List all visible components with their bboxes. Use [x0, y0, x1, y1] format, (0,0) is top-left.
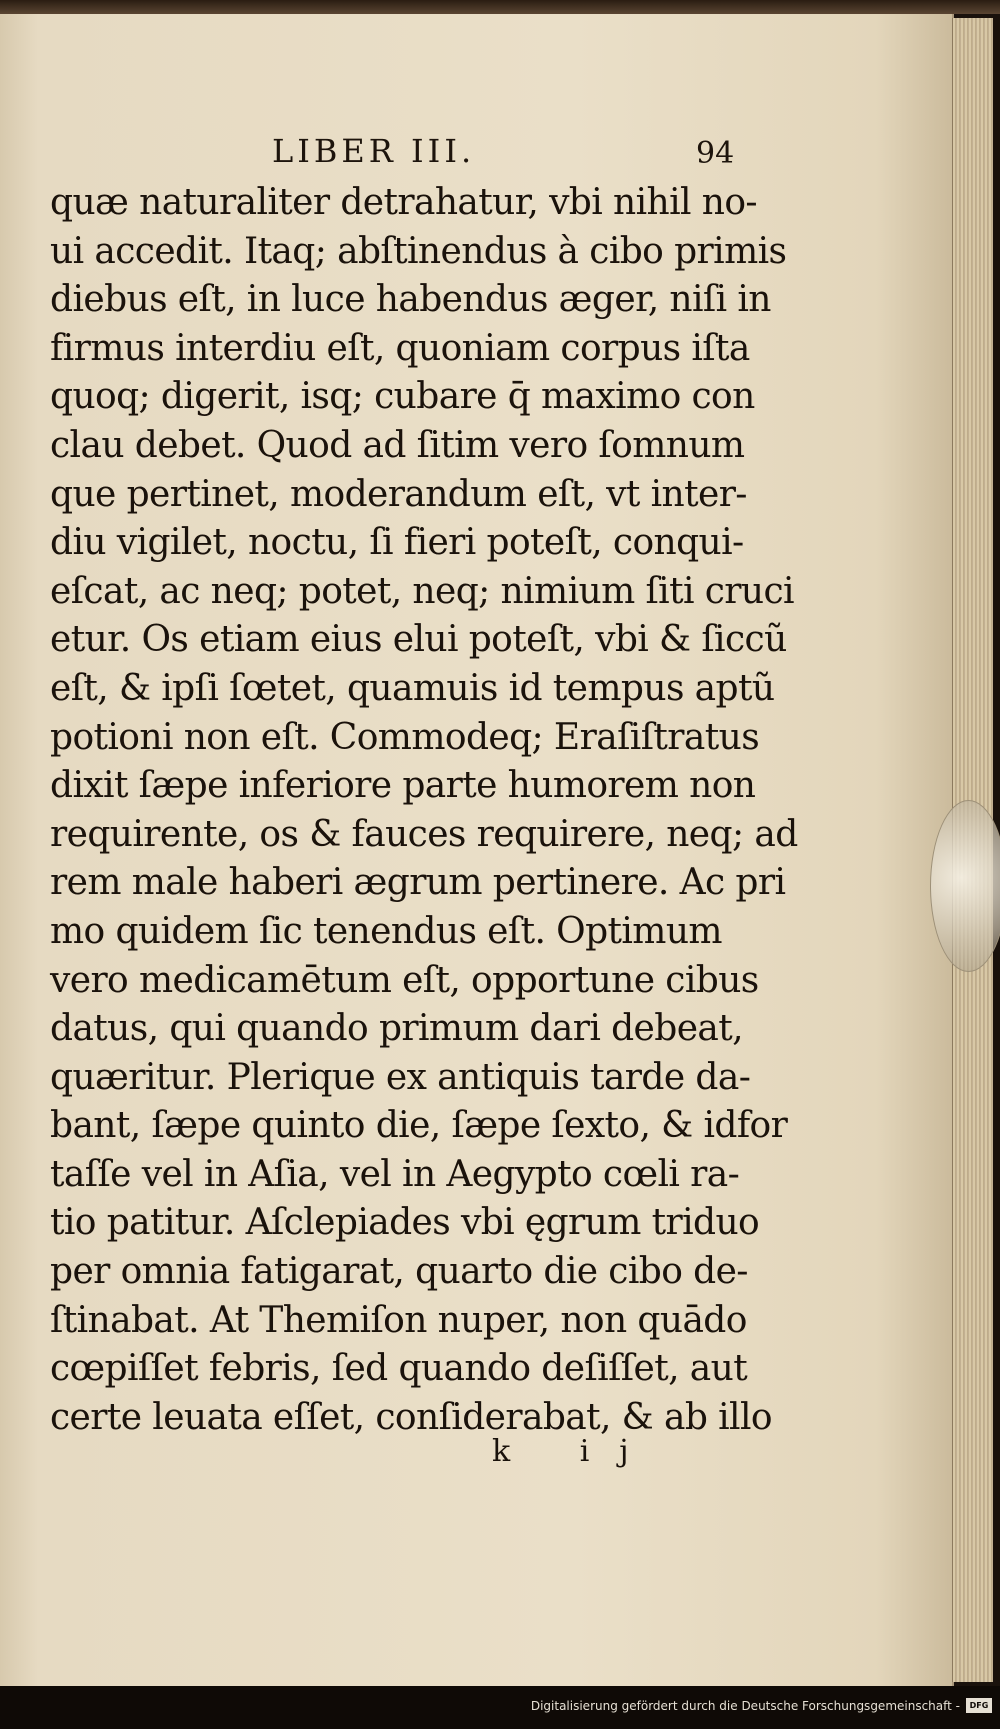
text-line: firmus interdiu eſt, quoniam corpus iſta	[50, 327, 750, 369]
text-line: ſtinabat. At Themiſon nuper, non quādo	[50, 1299, 747, 1341]
text-line: dixit ſæpe inferiore parte humorem non	[50, 765, 756, 807]
text-line: datus, qui quando primum dari debeat,	[50, 1008, 743, 1050]
book-clip	[930, 800, 1000, 972]
text-line: cœpiſſet febris, ſed quando deſiſſet, aut	[50, 1348, 748, 1390]
text-line: quæ naturaliter detrahatur, vbi nihil no-	[50, 182, 757, 223]
text-line: per omnia fatigarat, quarto die cibo de-	[50, 1251, 748, 1293]
text-line: que pertinet, moderandum eſt, vt inter-	[50, 473, 747, 515]
text-line: requirente, os & fauces requirere, neq; ad	[50, 813, 798, 855]
book-page	[0, 14, 954, 1686]
footer-bar	[0, 1686, 1000, 1729]
text-line: mo quidem ſic tenendus eſt. Optimum	[50, 910, 722, 952]
dfg-logo-icon: DFG	[966, 1698, 992, 1713]
text-line: potioni non eſt. Commodeq; Eraſiſtratus	[50, 716, 760, 758]
text-line: taſſe vel in Aſia, vel in Aegypto cœli ra-	[50, 1153, 740, 1195]
text-line: ui accedit. Itaq; abſtinendus à cibo primis	[50, 230, 787, 272]
running-head: LIBER III.	[272, 132, 476, 170]
text-line: diu vigilet, noctu, ſi fieri poteſt, conqui-	[50, 522, 744, 564]
scan-top-strip	[0, 0, 1000, 14]
text-block	[50, 179, 798, 1442]
text-line: bant, ſæpe quinto die, ſæpe ſexto, & idfor	[50, 1105, 788, 1147]
text-line: diebus eſt, in luce habendus æger, niſi in	[50, 279, 771, 321]
text-line: eſcat, ac neq; potet, neq; nimium ſiti cruci	[50, 570, 794, 612]
text-line: quæritur. Plerique ex antiquis tarde da-	[50, 1056, 751, 1098]
text-line: quoq; digerit, isq; cubare q̄ maximo con	[50, 376, 755, 418]
text-line: tio patitur. Aſclepiades vbi ęgrum triduo	[50, 1202, 760, 1244]
page-header	[0, 132, 952, 172]
text-line: etur. Os etiam eius elui poteſt, vbi & ſiccũ	[50, 619, 787, 661]
text-line: rem male haberi ægrum pertinere. Ac pri	[50, 862, 786, 904]
signature-mark: k ij	[492, 1434, 659, 1469]
text-line: eſt, & ipſi ſœtet, quamuis id tempus aptũ	[50, 667, 775, 709]
funding-credit: Digitalisierung gefördert durch die Deutsche Forschungsgemeinschaft -	[530, 1699, 960, 1713]
text-line: vero medicamētum eſt, opportune cibus	[50, 959, 759, 1001]
text-line: clau debet. Quod ad ſitim vero ſomnum	[50, 424, 745, 466]
text-line: certe leuata eſſet, conſiderabat, & ab illo	[50, 1396, 772, 1438]
folio-number: 94	[696, 136, 735, 171]
